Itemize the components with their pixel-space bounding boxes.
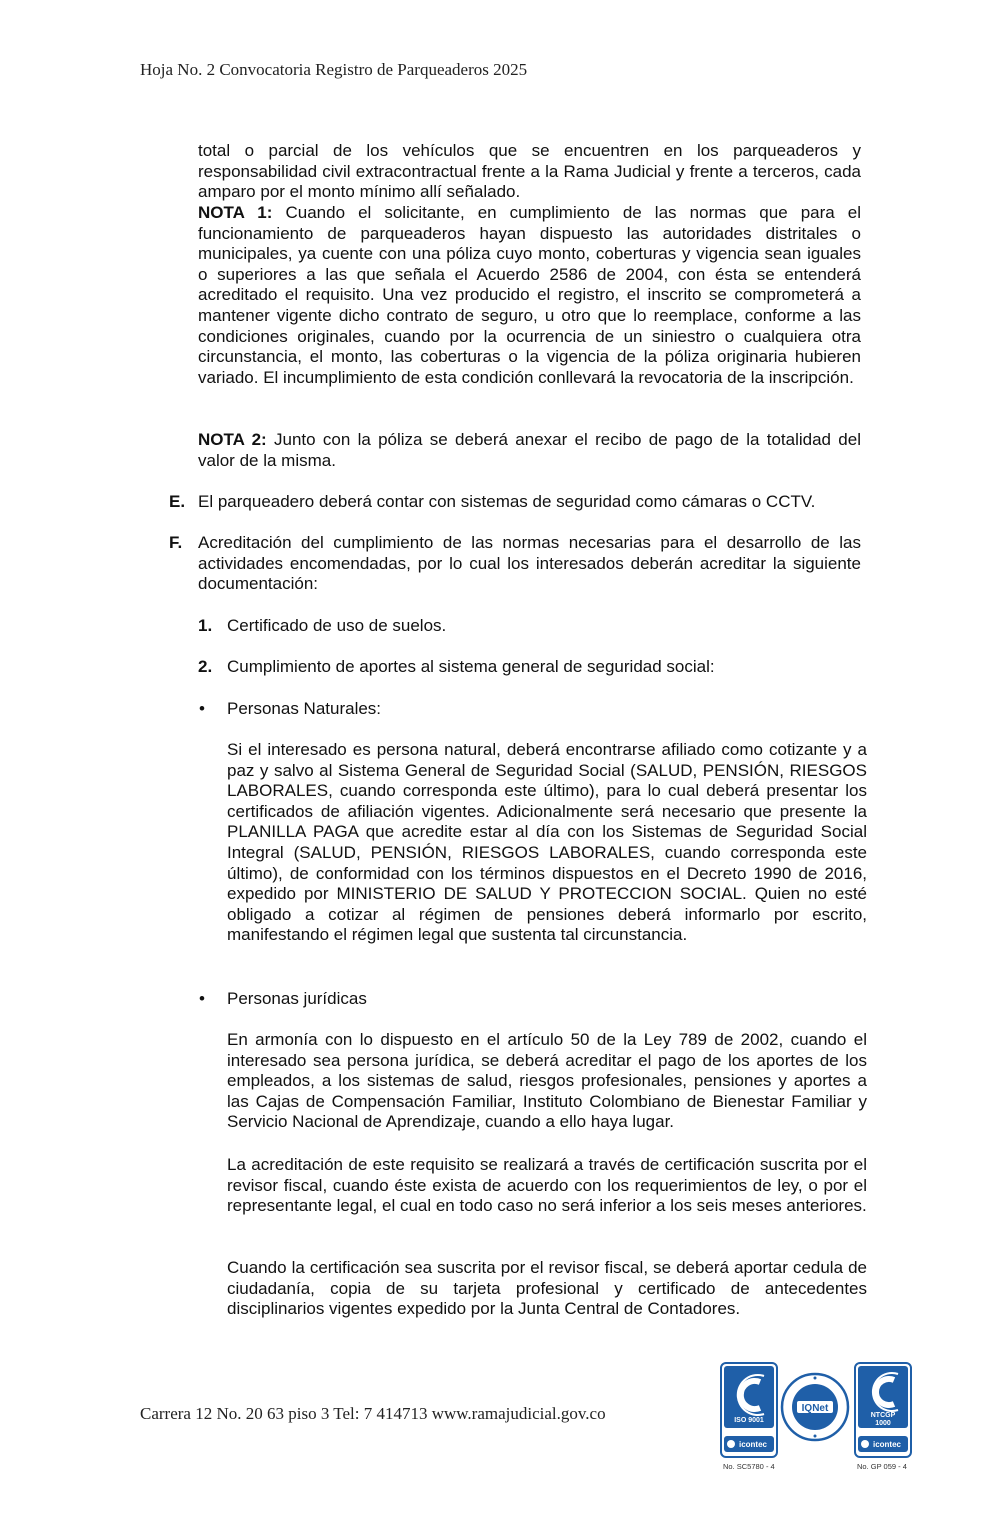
bullet-juridicas: • — [199, 989, 205, 1008]
ntcgp-number: 1000 — [875, 1420, 891, 1427]
sub-item-2-label: 2. — [198, 657, 213, 676]
nota2-text: Junto con la póliza se deberá anexar el recibo de pago de la totalidad del valor de la misma. — [198, 430, 861, 470]
naturales-paragraph: Si el interesado es persona natural, deberá encontrarse afiliado como cotizante y a paz y salvo al Sistema General de Seguridad Social (SALUD, PENSIÓN, RIESGOS LABORALES, cuando corresponda este último), para lo cual deberá presentar los certificados de afiliación vigentes. Adicionalmente será necesario que presente la PLANILLA PAGA que acredite estar al día con los Sistemas de Seguridad Social Integral (SALUD, PENSIÓN, RIESGOS LABORALES, cuando corresponda este último), de conformidad con los términos dispuestos en el Decreto 1990 de 2016, expedido por MINISTERIO DE SALUD Y PROTECCION SOCIAL. Quien no esté obligado a cotizar al régimen de pensiones deberá informarlo por escrito, manifestando el régimen legal que sustenta tal circunstancia. — [227, 740, 867, 945]
sub-item-1-text: Certificado de uso de suelos. — [227, 616, 447, 635]
juridicas-paragraph-1: En armonía con lo dispuesto en el artículo 50 de la Ley 789 de 2002, cuando el interesado sea persona jurídica, se deberá acreditar el pago de los aportes de los empleados, a los sistemas de salud, riesgos profesionales, pensiones y aportes a las Cajas de Compensación Familiar, Instituto Colombiano de Bienestar Familiar y Servicio Nacional de Aprendizaje, cuando a ello haya lugar. — [227, 1030, 867, 1132]
juridicas-title: Personas jurídicas — [227, 989, 367, 1008]
nota2-paragraph — [198, 430, 861, 471]
icontec-label-2: icontec — [872, 1440, 902, 1449]
sub-item-1-label: 1. — [198, 616, 213, 635]
iso-label: ISO 9001 — [734, 1417, 764, 1424]
intro-paragraph: total o parcial de los vehículos que se encuentren en los parqueaderos y responsabilidad civil extracontractual frente a la Rama Judicial y frente a terceros, cada amparo por el monto mínimo allí señalado. — [198, 141, 861, 202]
ntcgp1000-certification-logo — [854, 1362, 912, 1463]
page-header: Hoja No. 2 Convocatoria Registro de Parqueaderos 2025 — [140, 60, 528, 79]
item-e-text: El parqueadero deberá contar con sistemas de seguridad como cámaras o CCTV. — [198, 492, 816, 511]
item-e-label: E. — [169, 492, 186, 511]
page-footer: Carrera 12 No. 20 63 piso 3 Tel: 7 414713 www.ramajudicial.gov.co — [140, 1404, 606, 1423]
nota1-text: Cuando el solicitante, en cumplimiento de las normas que para el funcionamiento de parqueaderos hayan dispuesto las autoridades distritales o municipales, ya cuente con una póliza cuyo monto, coberturas y vigencia sean iguales o superiores a las que señala el Acuerdo 2586 de 2004, con ésta se entenderá acreditado el requisito. Una vez producido el registro, el inscrito se comprometerá a mantener vigente dicho contrato de seguro, u otro que lo reemplace, conforme a las condiciones originales, cuando por la ocurrencia de un siniestro o cualquiera otra circunstancia, el monto, las coberturas o la vigencia de la póliza originaria hubieren variado. El incumplimiento de esta condición conllevará la revocatoria de la inscripción. — [198, 203, 862, 387]
iqnet-certification-logo — [780, 1372, 850, 1447]
ntcgp-label: NTCGP — [870, 1412, 896, 1419]
item-f-text: Acreditación del cumplimiento de las normas necesarias para el desarrollo de las actividades encomendadas, por lo cual los interesados deberán acreditar la siguiente documentación: — [198, 533, 861, 594]
iqnet-label: IQNet — [801, 1403, 829, 1414]
sub-item-2-text: Cumplimiento de aportes al sistema general de seguridad social: — [227, 657, 715, 676]
nota2-label: NOTA 2: — [198, 430, 267, 449]
bullet-naturales: • — [199, 699, 205, 718]
juridicas-paragraph-3: Cuando la certificación sea suscrita por el revisor fiscal, se deberá aportar cedula de ciudadanía, copia de su tarjeta profesional y certificado de antecedentes disciplinarios vigentes expedido por la Junta Central de Contadores. — [227, 1258, 867, 1319]
iso9001-certification-logo — [720, 1362, 778, 1463]
icontec-label-1: icontec — [738, 1440, 768, 1449]
ntcgp-caption: No. GP 059 - 4 — [857, 1462, 907, 1471]
item-f-label: F. — [169, 533, 183, 552]
juridicas-paragraph-2: La acreditación de este requisito se realizará a través de certificación suscrita por el revisor fiscal, cuando éste exista de acuerdo con los requerimientos de ley, o por el representante legal, el cual en todo caso no será inferior a los seis meses anteriores. — [227, 1155, 867, 1216]
iso-caption: No. SC5780 - 4 — [723, 1462, 775, 1471]
nota1-paragraph — [198, 203, 861, 388]
naturales-title: Personas Naturales: — [227, 699, 382, 718]
nota1-label: NOTA 1: — [198, 203, 273, 222]
